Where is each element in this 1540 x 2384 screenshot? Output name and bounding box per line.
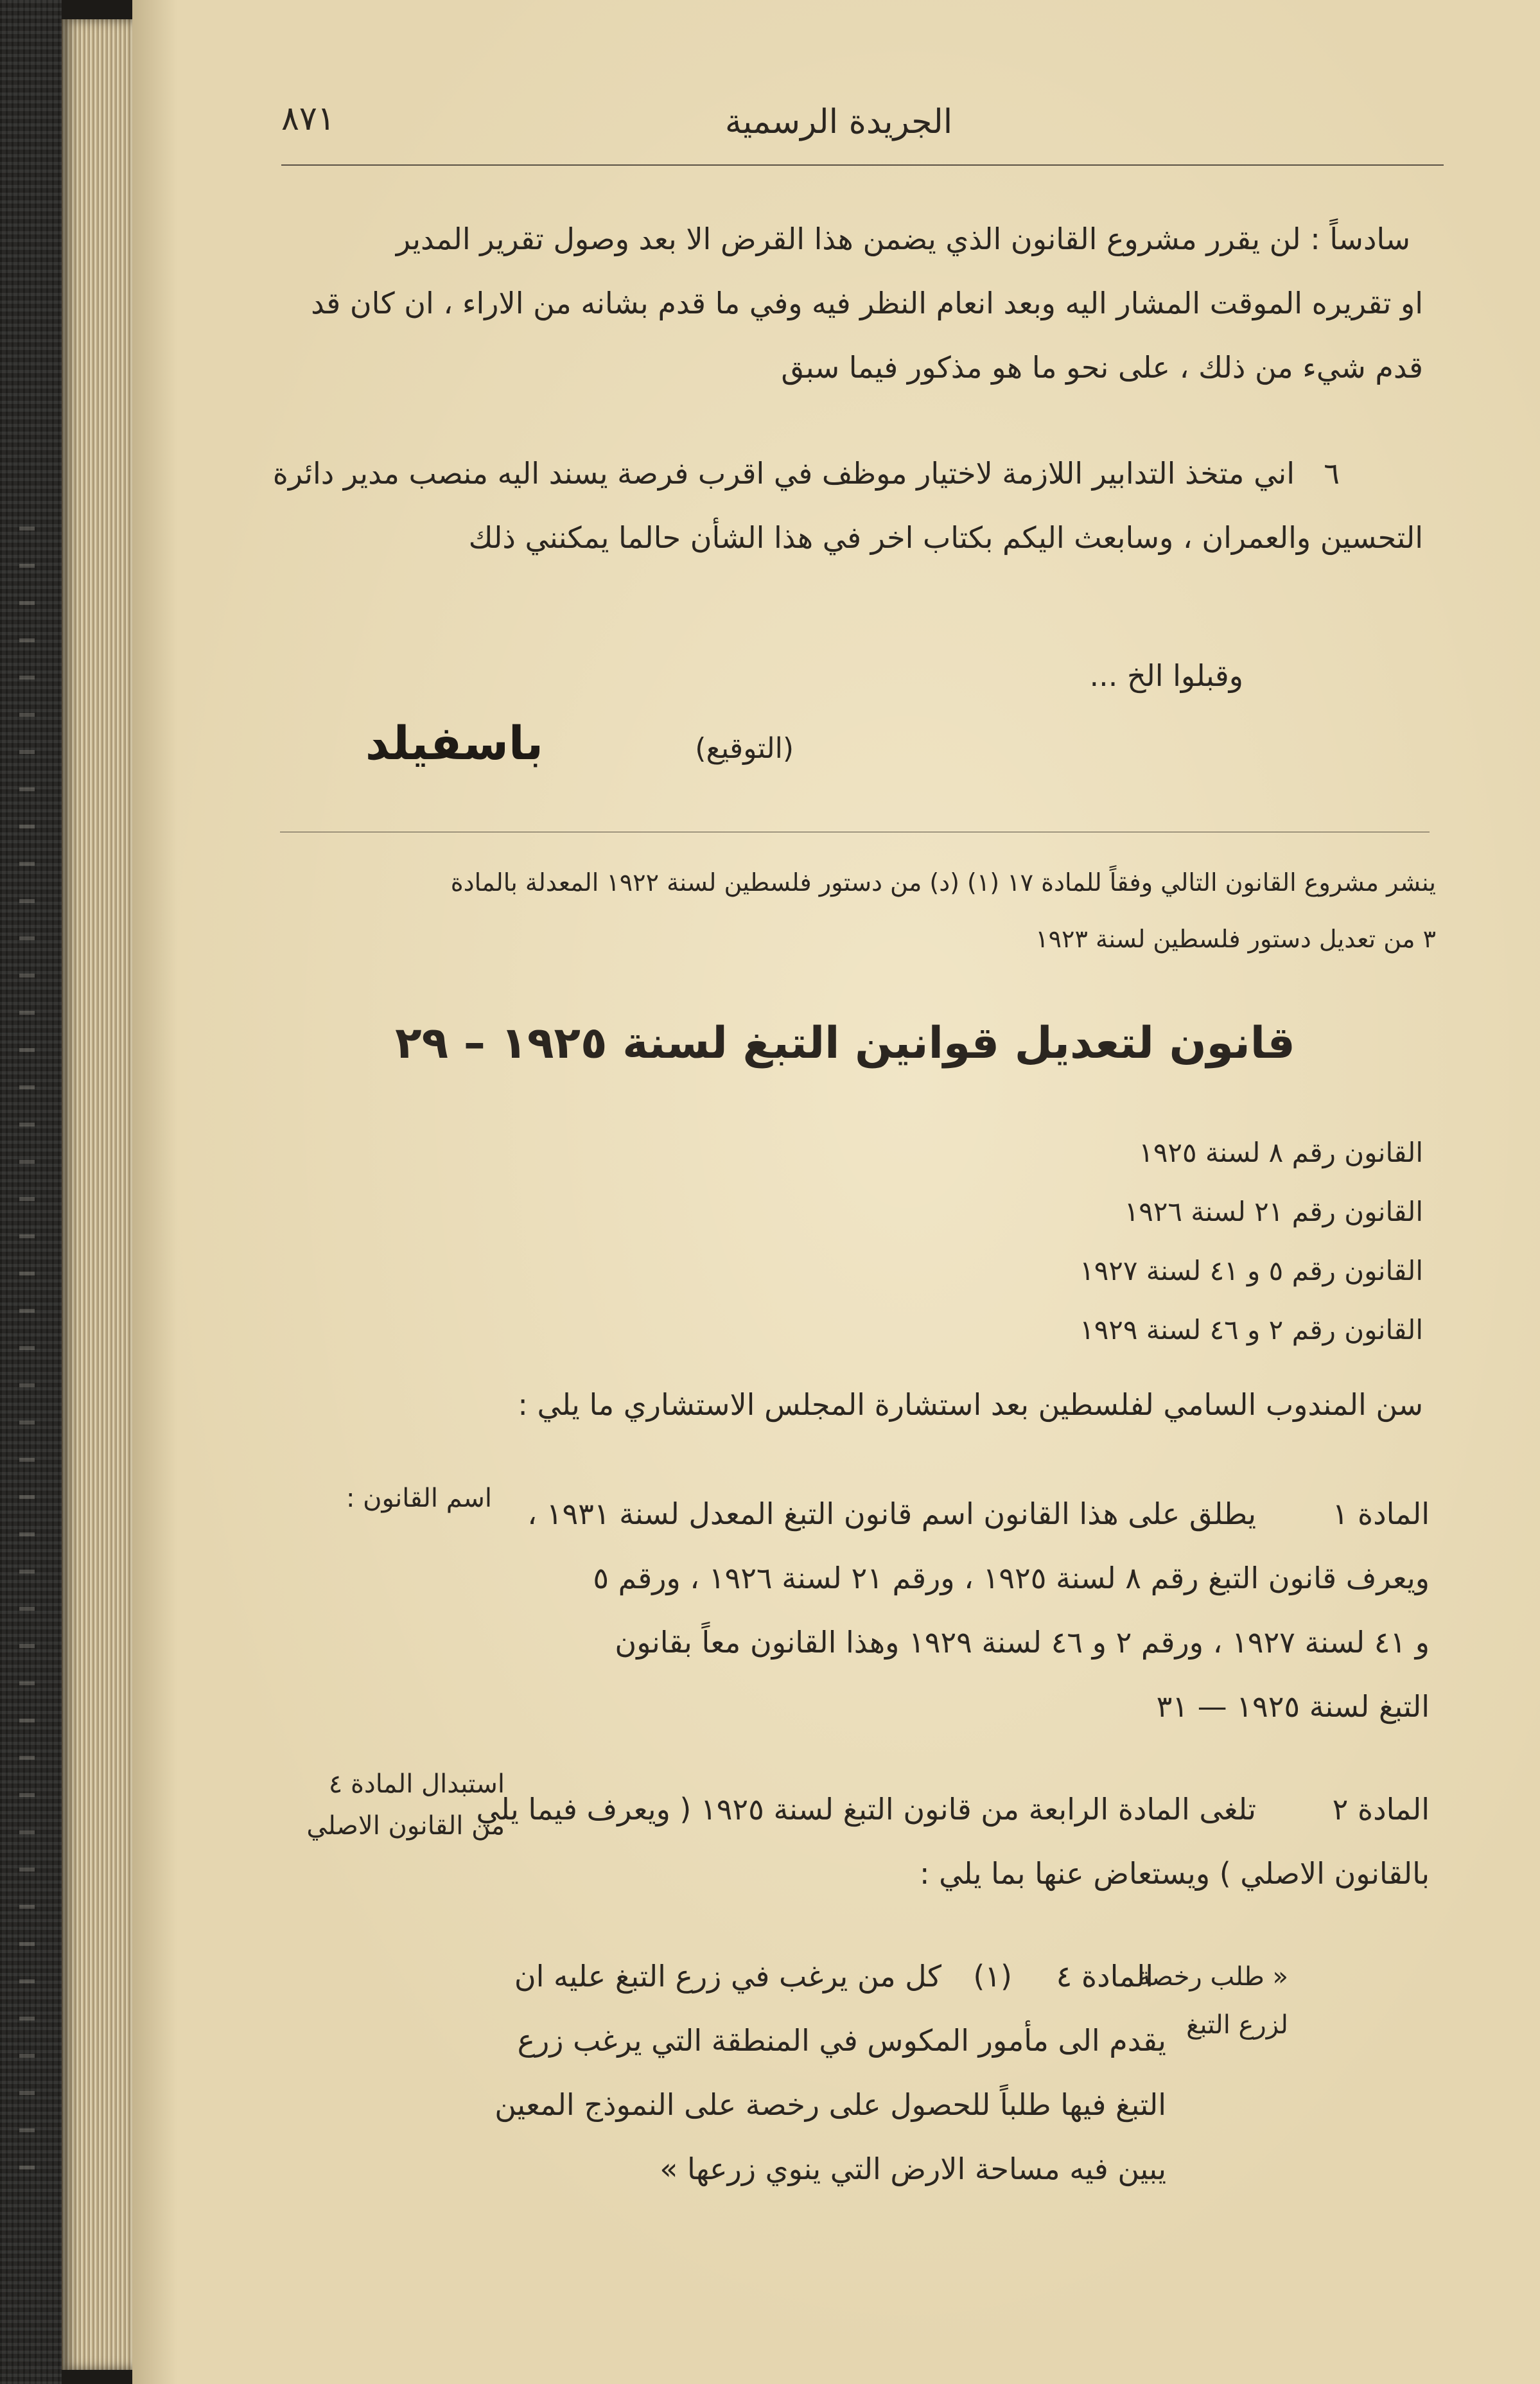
margin-note: استبدال المادة ٤ xyxy=(328,1769,505,1799)
article-label: المادة ٢ xyxy=(1332,1792,1430,1827)
article-label: المادة ٤ xyxy=(1056,1959,1153,1994)
article-line: كل من يرغب في زرع التبغ عليه ان xyxy=(514,1959,941,1994)
paragraph-line: التحسين والعمران ، وسابعث اليكم بكتاب اخر في هذا الشأن حالما يمكنني ذلك xyxy=(468,520,1423,555)
law-reference: القانون رقم ٥ و ٤١ لسنة ١٩٢٧ xyxy=(1080,1255,1423,1286)
article-line: ويعرف قانون التبغ رقم ٨ لسنة ١٩٢٥ ، ورقم ٢١ لسنة ١٩٢٦ ، ورقم ٥ xyxy=(593,1561,1430,1595)
paragraph-line: سادساً : لن يقرر مشروع القانون الذي يضمن هذا القرض الا بعد وصول تقرير المدير xyxy=(396,222,1410,256)
notice-line: ينشر مشروع القانون التالي وفقاً للمادة ١٧ (١) (د) من دستور فلسطين لسنة ١٩٢٢ المعدلة بالمادة xyxy=(450,868,1436,897)
article-line: و ٤١ لسنة ١٩٢٧ ، ورقم ٢ و ٤٦ لسنة ١٩٢٩ وهذا القانون معاً بقانون xyxy=(615,1625,1430,1660)
margin-note: لزرع التبغ xyxy=(1186,2010,1288,2040)
paragraph-line: اني متخذ التدابير اللازمة لاختيار موظف في اقرب فرصة يسند اليه منصب مدير دائرة xyxy=(272,456,1295,491)
signature-label: (التوقيع) xyxy=(695,732,794,765)
article-line: التبغ لسنة ١٩٢٥ — ٣١ xyxy=(1156,1689,1430,1724)
article-line: يقدم الى مأمور المكوس في المنطقة التي يرغب زرع xyxy=(517,2023,1166,2058)
article-subsection: (١) xyxy=(973,1959,1012,1994)
margin-note: « طلب رخصة xyxy=(1137,1962,1288,1992)
law-title: قانون لتعديل قوانين التبغ لسنة ١٩٢٥ – ٢٩ xyxy=(395,1018,1295,1069)
article-line: تلغى المادة الرابعة من قانون التبغ لسنة ١٩٢٥ ( ويعرف فيما يلي xyxy=(476,1792,1256,1827)
article-label: المادة ١ xyxy=(1332,1496,1430,1531)
article-line: بالقانون الاصلي ) ويستعاض عنها بما يلي : xyxy=(920,1856,1430,1891)
law-reference: القانون رقم ٢ و ٤٦ لسنة ١٩٢٩ xyxy=(1080,1314,1423,1345)
enactment-clause: سن المندوب السامي لفلسطين بعد استشارة المجلس الاستشاري ما يلي : xyxy=(518,1387,1423,1422)
gazette-page xyxy=(132,0,1540,2384)
closing-phrase: وقبلوا الخ ... xyxy=(1089,658,1243,693)
page-stack-edges xyxy=(62,19,132,2370)
margin-note: اسم القانون : xyxy=(346,1484,492,1513)
item-number: ٦ xyxy=(1324,456,1340,491)
law-reference: القانون رقم ٨ لسنة ١٩٢٥ xyxy=(1139,1137,1423,1168)
article-line: التبغ فيها طلباً للحصول على رخصة على النموذج المعين xyxy=(494,2087,1166,2122)
notice-line: ٣ من تعديل دستور فلسطين لسنة ١٩٢٣ xyxy=(1035,925,1436,953)
paragraph-line: او تقريره الموقت المشار اليه وبعد انعام النظر فيه وفي ما قدم بشانه من الاراء ، ان كان قد xyxy=(311,286,1423,320)
page-number: ٨٧١ xyxy=(281,100,335,138)
article-line: يبين فيه مساحة الارض التي ينوي زرعها » xyxy=(660,2152,1166,2186)
article-line: يطلق على هذا القانون اسم قانون التبغ المعدل لسنة ١٩٣١ ، xyxy=(527,1496,1256,1531)
spine-texture xyxy=(19,527,35,2196)
page-header-title: الجريدة الرسمية xyxy=(724,103,953,141)
paragraph-line: قدم شيء من ذلك ، على نحو ما هو مذكور فيما سبق xyxy=(781,350,1423,385)
margin-note: من القانون الاصلي xyxy=(306,1811,505,1841)
law-reference: القانون رقم ٢١ لسنة ١٩٢٦ xyxy=(1124,1196,1423,1227)
signature-name: باسفيلد xyxy=(365,716,543,770)
book-cover-edge xyxy=(0,0,62,2384)
header-rule xyxy=(281,164,1444,166)
